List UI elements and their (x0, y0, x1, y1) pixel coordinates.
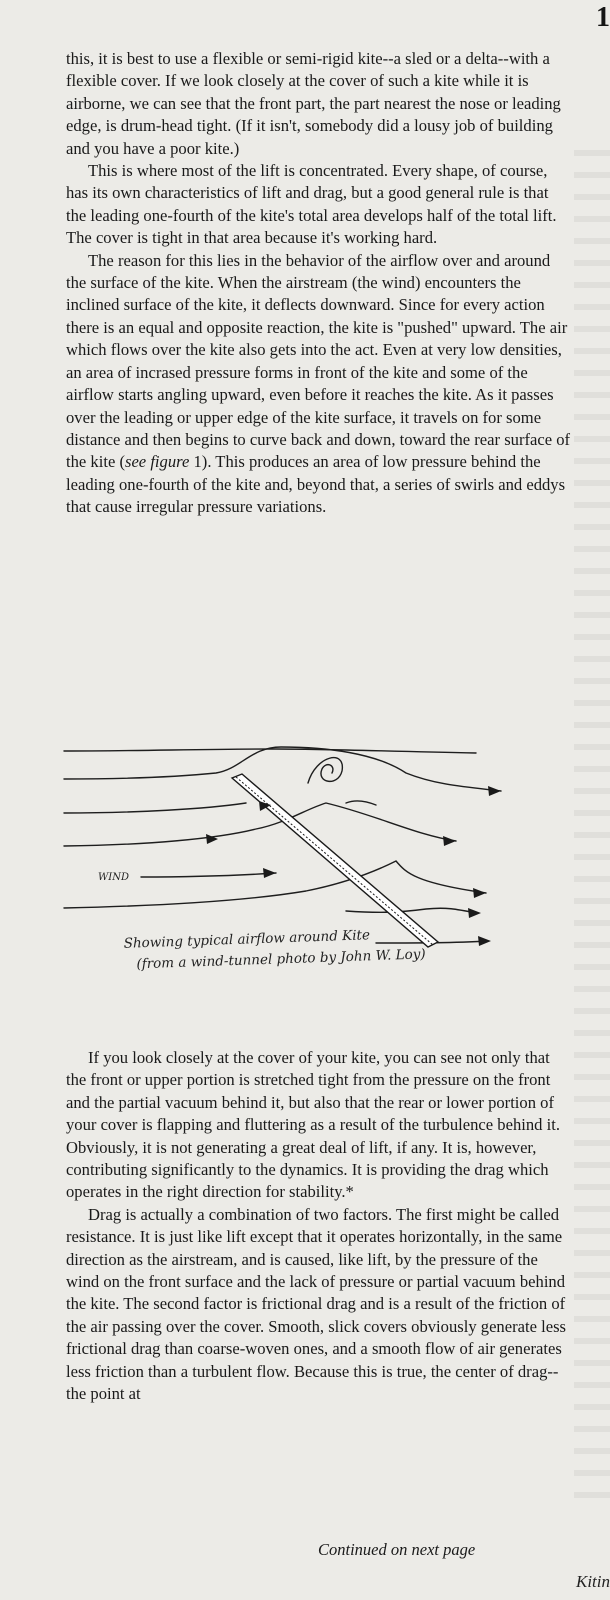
paragraph-4: If you look closely at the cover of your kite, you can see not only that the front or upper portion is stretched tight from the pressure on the front and the partial vacuum behind it, but also that the rear or lower portion of your cover is flapping and fluttering as a result of the turbulence behind it. Obviously, it is not generating a great deal of lift, if any. It is, however, contributing significantly to the dynamics. It is providing the drag which operates in the right direction for stability.* (66, 1048, 560, 1202)
footer-publication: Kitin (575, 1572, 610, 1591)
bleed-through-texture (574, 150, 610, 1500)
caption-line-2: (from a wind-tunnel photo by John W. Loy) (136, 946, 426, 973)
streamline-2 (64, 747, 501, 791)
streamline-5 (141, 873, 276, 877)
streamline-7 (346, 908, 476, 913)
wind-label: WIND (98, 872, 129, 883)
streamline-1 (64, 749, 476, 753)
body-text-bottom (66, 1047, 571, 1406)
page-number: 1 (596, 2, 610, 33)
paragraph-5: Drag is actually a combination of two factors. The first might be called resistance. It is just like lift except that it operates horizontally, in the same direction as the airstream, and is caused, like lift, by the pressure of the wind on the front surface and the lack of pressure or partial vacuum behind the kite. The second factor is frictional drag and is a result of the friction of the air passing over the cover. Smooth, slick covers obviously generate less frictional drag than coarse-woven ones, and a smooth flow of air generates less friction than a turbulent flow. Because this is true, the center of drag--the point at (66, 1204, 566, 1404)
paragraph-3-text: The reason for this lies in the behavior of the airflow over and around the surface of the kite. When the airstream (the wind) encounters the inclined surface of the kite, it deflects downward. Since for every action there is an equal and opposite reaction, the kite is "pushed" upward. The air which flows over the kite also gets into the act. Even at very low densities, an area of incrased pressure forms in front of the kite and some of the airflow starts angling upward, even before it reaches the kite. As it passes over the leading or upper edge of the kite surface, it travels on for some distance and then begins to curve back and down, toward the rear surface of the kite ( (66, 250, 571, 472)
figure-reference: see figure (124, 452, 190, 472)
paragraph-3-end: 1). This produces an area of low pressure behind the leading one-fourth of the kite and, beyond that, a series of swirls and eddys that cause irregular pressure variations. (66, 452, 566, 517)
paragraph-1: this, it is best to use a flexible or semi-rigid kite--a sled or a delta--with a flexible cover. If we look closely at the cover of such a kite while it is airborne, we can see that the front part, the part nearest the nose or leading edge, is drum-head tight. (If it isn't, somebody did a lousy job of building and you have a poor kite.) (66, 49, 561, 158)
paragraph-2: This is where most of the lift is concentrated. Every shape, of course, has its own characteristics of lift and drag, but a good general rule is that the leading one-fourth of the kite's total area develops half of the total lift. The cover is tight in that area because it's working hard. (66, 161, 557, 248)
body-text-top (66, 48, 571, 519)
streamline-3 (64, 803, 246, 813)
continued-note: Continued on next page (318, 1540, 476, 1559)
streamline-6 (64, 861, 486, 908)
caption-line-1: Showing typical airflow around Kite (123, 927, 371, 952)
paragraph-3 (66, 250, 571, 519)
kite-plate (232, 774, 438, 947)
swirl (308, 758, 342, 783)
